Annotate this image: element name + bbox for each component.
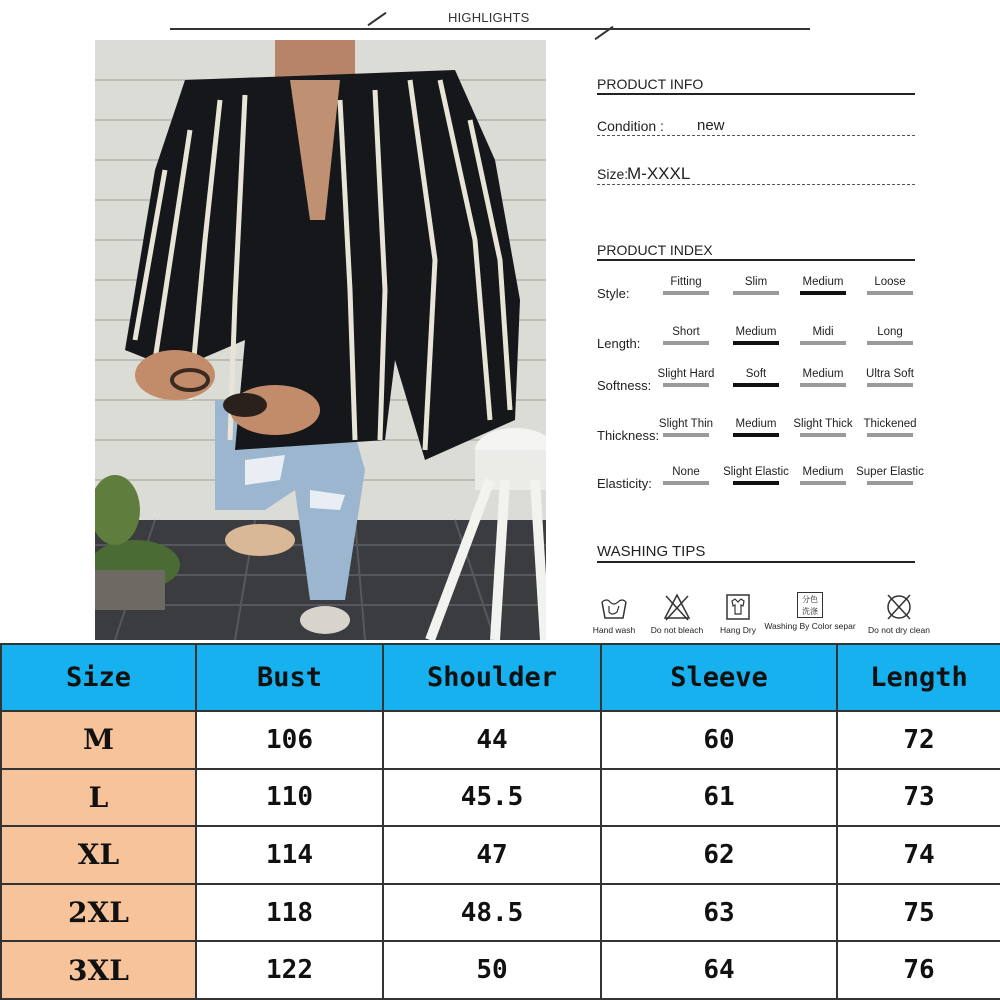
bust-cell: 114 [196, 826, 383, 884]
index-selected-bar [733, 383, 779, 387]
index-option-label: Slight Elastic [723, 466, 789, 478]
index-bar [663, 383, 709, 387]
product-info-rule [597, 93, 915, 95]
sleeve-cell: 61 [601, 769, 837, 827]
size-cell: XL [1, 826, 196, 884]
index-option [721, 368, 791, 387]
index-bar [800, 341, 846, 345]
wash-label: Do not dry clean [868, 625, 930, 635]
index-selected-bar [733, 481, 779, 485]
header-bust: Bust [196, 644, 383, 711]
index-option [788, 368, 858, 387]
size-cell: 2XL [1, 884, 196, 942]
index-selected-bar [733, 341, 779, 345]
product-index-title: PRODUCT INDEX [597, 242, 713, 258]
index-row-label: Thickness: [597, 428, 660, 443]
index-option [651, 368, 721, 387]
index-option [855, 276, 925, 295]
length-cell: 75 [837, 884, 1000, 942]
washing-tips-title: WASHING TIPS [597, 543, 706, 560]
size-chart-table [0, 643, 1000, 1000]
index-bar [800, 383, 846, 387]
index-bar [800, 481, 846, 485]
index-bar [663, 481, 709, 485]
index-bar [867, 481, 913, 485]
size-cell: 3XL [1, 941, 196, 999]
index-option [855, 326, 925, 345]
length-cell: 74 [837, 826, 1000, 884]
product-photo [95, 40, 546, 640]
index-option-label: Medium [735, 418, 777, 430]
index-option [788, 466, 858, 485]
index-option-label: Slim [744, 276, 768, 288]
shoulder-cell: 47 [383, 826, 601, 884]
index-bar [867, 291, 913, 295]
table-row [1, 884, 1000, 942]
index-option [788, 418, 858, 437]
index-option-label: Medium [735, 326, 777, 338]
index-option [651, 326, 721, 345]
header-length: Length [837, 644, 1000, 711]
no-bleach-icon [663, 592, 691, 622]
shoulder-cell: 50 [383, 941, 601, 999]
index-option-label: Ultra Soft [866, 368, 914, 380]
header-size: Size [1, 644, 196, 711]
wash-by-color-icon [797, 592, 823, 618]
highlights-title: HIGHLIGHTS [444, 10, 533, 25]
index-bar [867, 383, 913, 387]
index-option [721, 466, 791, 485]
index-bar [663, 433, 709, 437]
bust-cell: 106 [196, 711, 383, 769]
wash-item-no-dry-clean [864, 592, 934, 635]
condition-value: new [697, 117, 725, 134]
index-option [721, 276, 791, 295]
index-selected-bar [733, 433, 779, 437]
condition-divider [597, 135, 915, 136]
length-cell: 76 [837, 941, 1000, 999]
condition-label: Condition : [597, 118, 664, 134]
header-rule [170, 28, 810, 30]
index-bar [867, 341, 913, 345]
index-option [788, 276, 858, 295]
index-bar [867, 433, 913, 437]
size-label: Size: [597, 166, 629, 182]
hang-dry-icon [724, 592, 752, 622]
index-option-label: None [672, 466, 700, 478]
wash-label: Do not bleach [650, 625, 704, 635]
wash-label: Hand wash [592, 625, 636, 635]
index-option [651, 418, 721, 437]
index-option-label: Medium [802, 466, 844, 478]
sleeve-cell: 63 [601, 884, 837, 942]
index-option [788, 326, 858, 345]
index-option [721, 418, 791, 437]
table-header-row [1, 644, 1000, 711]
index-option [721, 326, 791, 345]
length-cell: 73 [837, 769, 1000, 827]
index-selected-bar [800, 291, 846, 295]
table-row [1, 711, 1000, 769]
no-dry-clean-icon [885, 592, 913, 622]
wash-by-color-icon-text-1: 分色 [802, 595, 818, 604]
wash-item-no-bleach [648, 592, 706, 635]
sleeve-cell: 62 [601, 826, 837, 884]
index-option-label: Midi [812, 326, 834, 338]
index-option-label: Medium [802, 276, 844, 288]
wash-label: Washing By Color separ [764, 621, 856, 631]
washing-tips-rule [597, 561, 915, 563]
shoulder-cell: 45.5 [383, 769, 601, 827]
wash-label: Hang Dry [720, 625, 756, 635]
sleeve-cell: 64 [601, 941, 837, 999]
length-cell: 72 [837, 711, 1000, 769]
header-sleeve: Sleeve [601, 644, 837, 711]
index-option [855, 418, 925, 437]
table-row [1, 769, 1000, 827]
bust-cell: 110 [196, 769, 383, 827]
product-index-rule [597, 259, 915, 261]
index-row-label: Elasticity: [597, 476, 652, 491]
index-option-label: Loose [874, 276, 906, 288]
index-row-label: Softness: [597, 378, 652, 393]
index-option-label: Thickened [863, 418, 917, 430]
table-row [1, 941, 1000, 999]
wash-by-color-icon-text-2: 洗涤 [802, 607, 818, 616]
index-option-label: Slight Thick [793, 418, 853, 430]
size-cell: M [1, 711, 196, 769]
index-option-label: Fitting [670, 276, 702, 288]
index-bar [733, 291, 779, 295]
index-option-label: Super Elastic [856, 466, 924, 478]
index-option [651, 466, 721, 485]
header-shoulder: Shoulder [383, 644, 601, 711]
index-row-label: Length: [597, 336, 641, 351]
header-slash-left [367, 12, 386, 26]
bust-cell: 118 [196, 884, 383, 942]
index-option [855, 466, 925, 485]
wash-item-hand-wash [589, 592, 639, 635]
index-option-label: Long [877, 326, 903, 338]
size-value: M-XXXL [627, 164, 691, 183]
index-option-label: Short [672, 326, 700, 338]
table-row [1, 826, 1000, 884]
hand-wash-icon [600, 592, 628, 622]
product-info-title: PRODUCT INFO [597, 76, 704, 92]
bust-cell: 122 [196, 941, 383, 999]
index-option [651, 276, 721, 295]
index-option-label: Soft [745, 368, 767, 380]
index-row-label: Style: [597, 286, 630, 301]
shoulder-cell: 48.5 [383, 884, 601, 942]
sleeve-cell: 60 [601, 711, 837, 769]
size-cell: L [1, 769, 196, 827]
index-bar [663, 291, 709, 295]
wash-item-hang-dry [714, 592, 762, 635]
index-option-label: Slight Thin [658, 418, 714, 430]
index-bar [800, 433, 846, 437]
index-bar [663, 341, 709, 345]
index-option-label: Slight Hard [657, 368, 715, 380]
index-option [855, 368, 925, 387]
shoulder-cell: 44 [383, 711, 601, 769]
index-option-label: Medium [802, 368, 844, 380]
wash-item-wash-by-color [764, 592, 856, 631]
size-divider [597, 184, 915, 185]
